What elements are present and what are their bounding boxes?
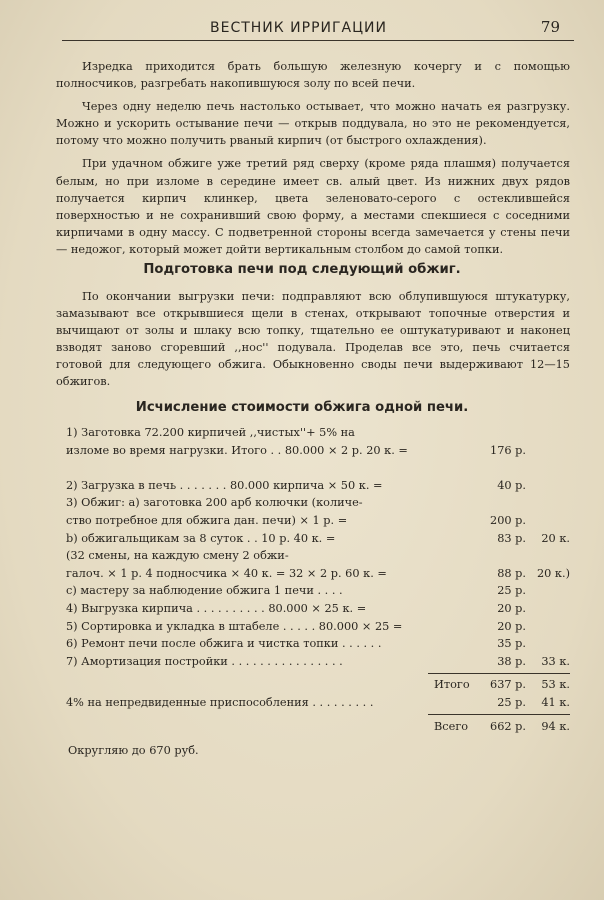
subtotal-kopeks: 53 к. — [541, 678, 570, 691]
subtotal-row — [66, 676, 570, 694]
total-rule — [428, 714, 570, 715]
cost-row: ство потребное для обжига дан. печи) × 1 р. = 200 р. — [66, 513, 526, 527]
cost-row: 3) Обжиг: а) заготовка 200 арб колючки (количе- — [66, 496, 363, 510]
cost-row: изломе во время нагрузки. Итого . . 80.000 × 2 р. 20 к. = 176 р. — [66, 443, 526, 457]
running-header — [62, 16, 574, 41]
paragraph: Изредка приходится брать большую железную кочергу и с помощью полносчиков, разгребать накопившуюся золу по всей печи. — [56, 60, 570, 91]
journal-title: ВЕСТНИК ИРРИГАЦИИ — [210, 20, 387, 36]
cost-row: галоч. × 1 р. 4 подносчика × 40 к. = 32 × 2 р. 60 к. = 88 р. 20 к.) — [66, 566, 570, 580]
page-number: 79 — [540, 18, 560, 36]
subtotal-label: Итого — [434, 678, 470, 691]
cost-row: с) мастеру за наблюдение обжига 1 печи . . . . 25 р. — [66, 584, 526, 598]
total-label: Всего — [434, 720, 469, 733]
cost-table — [66, 424, 570, 670]
subtotal-rule — [428, 673, 570, 674]
cost-row: 7) Амортизация постройки . . . . . . . . . . . . . . . . 38 р. 33 к. — [66, 654, 570, 668]
cost-row: (32 смены, на каждую смену 2 обжи- — [66, 549, 289, 563]
cost-summary — [66, 676, 570, 711]
contingency-label: 4% на непредвиденные приспособления . . . . . . . . . — [66, 695, 374, 709]
total-row — [66, 718, 570, 736]
paragraph: Через одну неделю печь настолько остывает, что можно начать ея разгрузку. Можно и ускорить остывание печи — открыв поддувала, но это не рекомендуется, потому что можно получить рваный кирпич (от быстрого охлаждения). — [56, 100, 570, 148]
cost-row: 4) Выгрузка кирпича . . . . . . . . . . 80.000 × 25 к. = 20 р. — [66, 601, 526, 615]
contingency-value: 25 р. — [497, 695, 526, 709]
cost-row: 1) Заготовка 72.200 кирпичей ,,чистых''+ 5% на — [66, 426, 355, 439]
cost-total — [66, 718, 570, 736]
body-text-preparation — [56, 288, 570, 397]
contingency-row — [66, 694, 570, 712]
paragraph: По окончании выгрузки печи: подправляют всю облупившуюся штукатурку, замазывают все открывшиеся щели в стенах, открывают топочные отверстия и вычищают от золы и шлаку всю топку, тщательно ее оштукатуривают и наконец взводят заново сгоревший ,,нос'' подувала. Проделав все это, печь считается готовой для следующего обжига. Обыкновенно своды печи выдерживают 12—15 обжигов. — [56, 290, 570, 389]
cost-row: b) обжигальщикам за 8 суток . . 10 р. 40 к. = 83 р. 20 к. — [66, 531, 570, 545]
rounded-total: Округляю до 670 руб. — [68, 744, 199, 757]
subtotal-value: 637 р. — [490, 678, 526, 691]
section-heading-preparation: Подготовка печи под следующий обжиг. — [143, 262, 461, 277]
contingency-kopeks: 41 к. — [541, 695, 570, 709]
total-value: 662 р. — [490, 720, 526, 733]
total-kopeks: 94 к. — [541, 720, 570, 733]
cost-row — [66, 459, 570, 477]
paragraph: При удачном обжиге уже третий ряд сверху (кроме ряда плашмя) получается белым, но при изломе в середине имеет св. алый цвет. Из нижних двух рядов получается кирпич клинкер, цвета зеленовато-серого с остеклившейся поверхностью и не сохранивший свою форму, а местами спекшиеся с соседними кирпичами в одну массу. С подветренной стороны всегда замечается у стены печи — недожог, который может дойти вертикальным столбом до самой топки. — [56, 157, 570, 256]
body-text-top — [56, 58, 570, 264]
section-heading-cost: Исчисление стоимости обжига одной печи. — [135, 400, 469, 415]
cost-row: 6) Ремонт печи после обжига и чистка топки . . . . . . 35 р. — [66, 637, 526, 651]
cost-row: 5) Сортировка и укладка в штабеле . . . . . 80.000 × 25 = 20 р. — [66, 619, 526, 633]
cost-row: 2) Загрузка в печь . . . . . . . 80.000 кирпича × 50 к. = 40 р. — [66, 478, 526, 492]
